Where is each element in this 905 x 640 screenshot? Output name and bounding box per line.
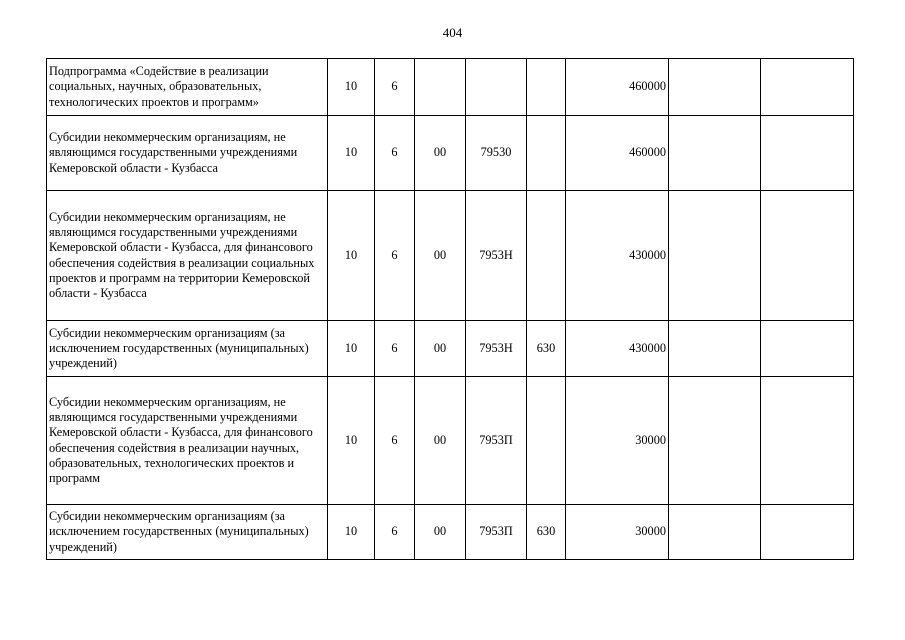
table-row [47, 59, 854, 116]
amount-cell: 430000 [566, 321, 669, 377]
row-name-cell: Субсидии некоммерческим организациям (за исключением государственных (муниципальных) учреждений) [47, 321, 328, 377]
expense-type-cell [527, 377, 566, 505]
row-name-cell: Субсидии некоммерческим организациям (за исключением государственных (муниципальных) учреждений) [47, 505, 328, 560]
section-cell: 10 [328, 116, 375, 191]
page-number: 404 [442, 25, 463, 40]
subsection-cell: 6 [375, 505, 415, 560]
section-cell: 10 [328, 505, 375, 560]
budget-table [46, 58, 854, 560]
expense-type-cell: 630 [527, 505, 566, 560]
section-cell: 10 [328, 377, 375, 505]
amount-cell: 460000 [566, 59, 669, 116]
direction-cell: 7953Н [466, 191, 527, 321]
empty-cell [669, 321, 761, 377]
amount-cell: 30000 [566, 377, 669, 505]
section-cell: 10 [328, 321, 375, 377]
empty-cell [669, 377, 761, 505]
program-cell: 00 [415, 505, 466, 560]
subsection-cell: 6 [375, 59, 415, 116]
program-cell [415, 59, 466, 116]
expense-type-cell: 630 [527, 321, 566, 377]
direction-cell: 7953П [466, 377, 527, 505]
subsection-cell: 6 [375, 321, 415, 377]
direction-cell: 79530 [466, 116, 527, 191]
amount-cell: 430000 [566, 191, 669, 321]
section-cell: 10 [328, 59, 375, 116]
table-row [47, 116, 854, 191]
row-name-cell: Подпрограмма «Содействие в реализации социальных, научных, образовательных, технологических проектов и программ» [47, 59, 328, 116]
expense-type-cell [527, 191, 566, 321]
table-row [47, 321, 854, 377]
subsection-cell: 6 [375, 191, 415, 321]
empty-cell [669, 505, 761, 560]
empty-cell [669, 116, 761, 191]
program-cell: 00 [415, 377, 466, 505]
expense-type-cell [527, 59, 566, 116]
expense-type-cell [527, 116, 566, 191]
amount-cell: 30000 [566, 505, 669, 560]
empty-cell [761, 321, 854, 377]
empty-cell [669, 191, 761, 321]
subsection-cell: 6 [375, 377, 415, 505]
table-row [47, 377, 854, 505]
direction-cell [466, 59, 527, 116]
section-cell: 10 [328, 191, 375, 321]
program-cell: 00 [415, 321, 466, 377]
empty-cell [761, 377, 854, 505]
table-row [47, 191, 854, 321]
subsection-cell: 6 [375, 116, 415, 191]
empty-cell [761, 505, 854, 560]
row-name-cell: Субсидии некоммерческим организациям, не являющимся государственными учреждениями Кемеровской области - Кузбасса [47, 116, 328, 191]
direction-cell: 7953Н [466, 321, 527, 377]
empty-cell [761, 116, 854, 191]
empty-cell [761, 191, 854, 321]
table-row [47, 505, 854, 560]
amount-cell: 460000 [566, 116, 669, 191]
row-name-cell: Субсидии некоммерческим организациям, не являющимся государственными учреждениями Кемеровской области - Кузбасса, для финансового обеспечения содействия в реализации научных, образовательных, технологических проектов и программ [47, 377, 328, 505]
direction-cell: 7953П [466, 505, 527, 560]
empty-cell [761, 59, 854, 116]
program-cell: 00 [415, 191, 466, 321]
row-name-cell: Субсидии некоммерческим организациям, не являющимся государственными учреждениями Кемеровской области - Кузбасса, для финансового обеспечения содействия в реализации социальных проектов и программ на территории Кемеровской области - Кузбасса [47, 191, 328, 321]
empty-cell [669, 59, 761, 116]
program-cell: 00 [415, 116, 466, 191]
